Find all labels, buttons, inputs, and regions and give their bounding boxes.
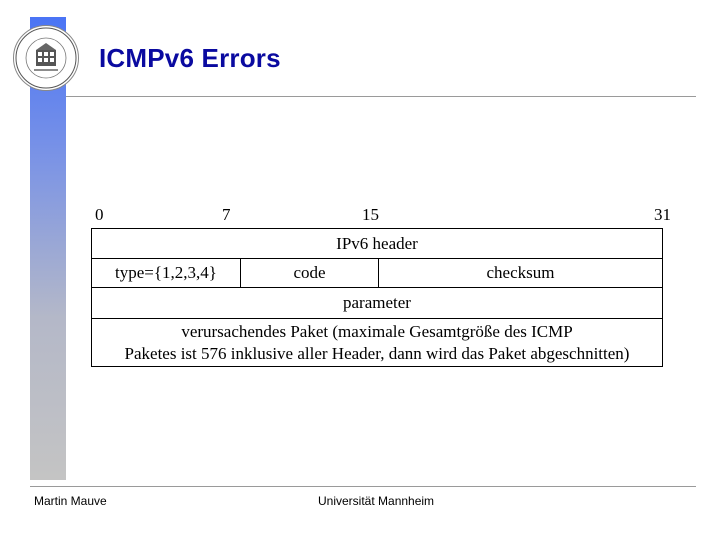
university-seal-icon — [13, 25, 79, 91]
checksum-field: checksum — [486, 263, 555, 282]
icmpv6-packet-diagram — [91, 228, 663, 367]
bit-position-0: 0 — [95, 205, 104, 224]
parameter-field: parameter — [343, 293, 411, 312]
bit-position-31: 31 — [654, 205, 671, 224]
parameter-row — [92, 288, 662, 319]
bit-position-15: 15 — [362, 205, 379, 224]
payload-text-line-1: verursachendes Paket (maximale Gesamtgröße des ICMP — [181, 321, 573, 341]
slide-title: ICMPv6 Errors — [99, 43, 281, 73]
code-field: code — [293, 263, 326, 282]
type-code-checksum-row — [92, 259, 662, 288]
payload-text-line-2: Paketes ist 576 inklusive aller Header, dann wird das Paket abgeschnitten) — [124, 343, 630, 363]
ipv6-header-field: IPv6 header — [336, 233, 418, 253]
payload-field — [92, 319, 662, 366]
footer-institution: Universität Mannheim — [318, 494, 435, 508]
ipv6-header-row — [92, 229, 662, 259]
footer-author: Martin Mauve — [34, 494, 107, 508]
bit-position-7: 7 — [222, 205, 231, 224]
type-field: type={1,2,3,4} — [115, 263, 217, 282]
payload-row — [92, 319, 662, 366]
footer-divider — [30, 486, 696, 487]
title-divider — [66, 96, 696, 97]
